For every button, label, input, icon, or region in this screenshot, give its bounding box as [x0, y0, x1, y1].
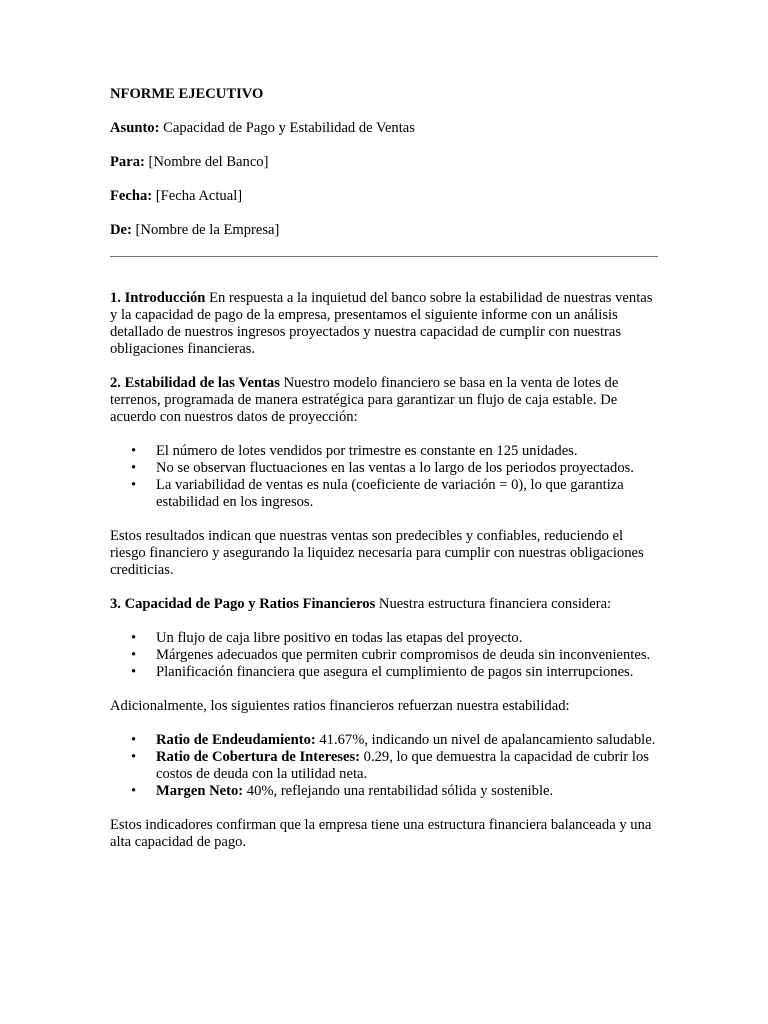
sales-conclusion: Estos resultados indican que nuestras ventas son predecibles y confiables, reduciendo el riesgo financiero y asegurando la liquidez necesaria para cumplir con nuestras obligaciones crediticias.	[110, 528, 644, 578]
recipient-field	[110, 154, 660, 171]
date-label: Fecha:	[110, 188, 153, 204]
intro-heading: 1. Introducción	[110, 290, 206, 306]
ratio-label: Ratio de Cobertura de Intereses:	[156, 749, 361, 765]
ratio-text: 40%, reflejando una rentabilidad sólida y sostenible.	[243, 783, 554, 799]
sender-label: De:	[110, 222, 132, 238]
ratios-intro: Adicionalmente, los siguientes ratios financieros refuerzan nuestra estabilidad:	[110, 698, 570, 714]
list-item: • No se observan fluctuaciones en las ventas a lo largo de los periodos proyectados.	[156, 460, 660, 477]
intro-text: En respuesta a la inquietud del banco sobre la estabilidad de nuestras ventas y la capacidad de pago de la empresa, presentamos el siguiente informe con un análisis detallado de nuestros ingresos proyectados y nuestra capacidad de cumplir con nuestras obligaciones financieras.	[110, 290, 653, 357]
list-item: • Un flujo de caja libre positivo en todas las etapas del proyecto.	[156, 630, 660, 647]
capacity-text: Nuestra estructura financiera considera:	[375, 596, 612, 612]
recipient-label: Para:	[110, 154, 145, 170]
ratio-item-debt	[156, 732, 660, 749]
subject-field	[110, 120, 660, 137]
sales-paragraph	[110, 375, 660, 426]
sender-value: [Nombre de la Empresa]	[131, 222, 280, 238]
header-divider	[110, 256, 658, 257]
recipient-value: [Nombre del Banco]	[144, 154, 269, 170]
subject-label: Asunto:	[110, 120, 160, 136]
list-item: • El número de lotes vendidos por trimestre es constante en 125 unidades.	[156, 443, 660, 460]
list-item: • Márgenes adecuados que permiten cubrir compromisos de deuda sin inconvenientes.	[156, 647, 660, 664]
list-item: • La variabilidad de ventas es nula (coeficiente de variación = 0), lo que garantiza estabilidad en los ingresos.	[156, 477, 660, 511]
ratio-text: 41.67%, indicando un nivel de apalancamiento saludable.	[315, 732, 656, 748]
ratio-text: 0.29, lo que demuestra la capacidad de cubrir los costos de deuda con la utilidad neta.	[156, 749, 649, 782]
date-field	[110, 188, 660, 205]
ratio-label: Ratio de Endeudamiento:	[156, 732, 316, 748]
capacity-heading: 3. Capacidad de Pago y Ratios Financieros	[110, 596, 376, 612]
sender-field	[110, 222, 660, 239]
ratio-item-interest-coverage	[156, 749, 660, 783]
list-item: • Planificación financiera que asegura el cumplimiento de pagos sin interrupciones.	[156, 664, 660, 681]
capacity-paragraph	[110, 596, 660, 613]
ratio-label: Margen Neto:	[156, 783, 244, 799]
ratios-bullet-list	[110, 732, 660, 800]
document-title: NFORME EJECUTIVO	[110, 86, 264, 102]
document-body	[110, 86, 660, 868]
sales-heading: 2. Estabilidad de las Ventas	[110, 375, 280, 391]
date-value: [Fecha Actual]	[152, 188, 243, 204]
subject-value: Capacidad de Pago y Estabilidad de Ventas	[159, 120, 415, 136]
capacity-bullet-list	[110, 630, 660, 681]
capacity-conclusion: Estos indicadores confirman que la empresa tiene una estructura financiera balanceada y una alta capacidad de pago.	[110, 817, 652, 850]
intro-paragraph	[110, 290, 660, 358]
sales-bullet-list	[110, 443, 660, 511]
ratio-item-net-margin	[156, 783, 660, 800]
sales-text: Nuestro modelo financiero se basa en la venta de lotes de terrenos, programada de manera estratégica para garantizar un flujo de caja estable. De acuerdo con nuestros datos de proyección:	[110, 375, 619, 425]
